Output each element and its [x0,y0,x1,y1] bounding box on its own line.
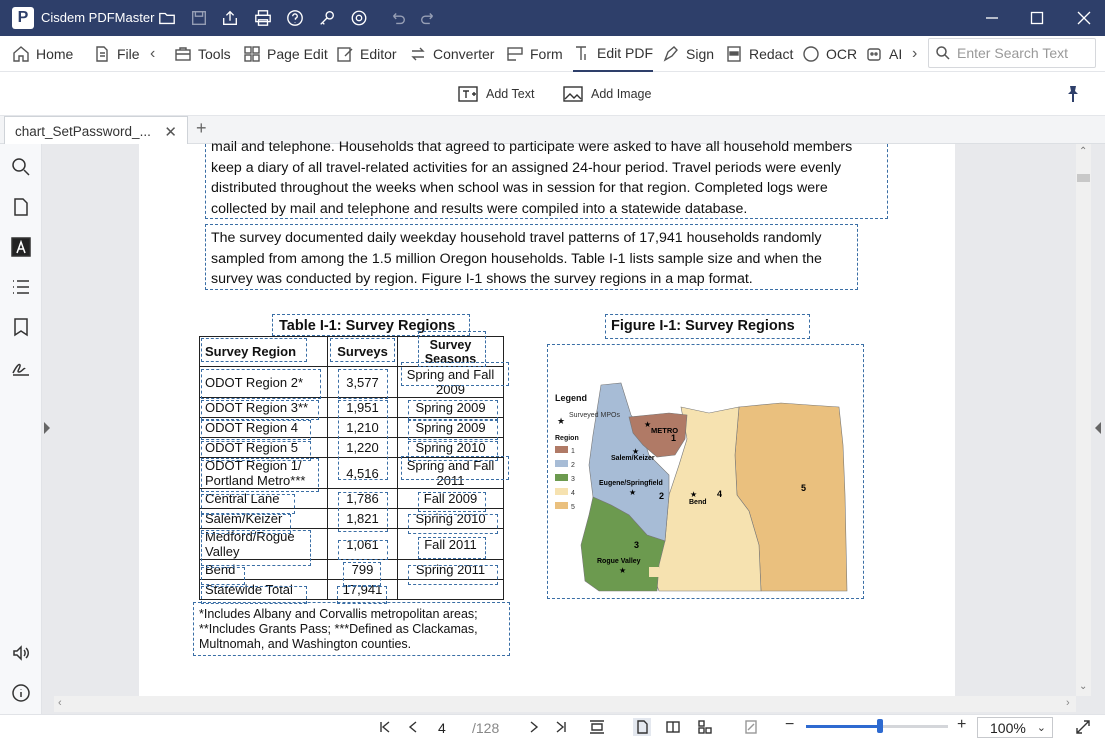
legend-swatch-3 [555,474,568,481]
prev-page-icon[interactable] [404,718,422,736]
toolbox-icon [174,45,192,63]
search-icon [935,45,951,61]
edit-pdf-toolbar [0,72,1105,116]
metro-star-icon: ★ [644,420,652,429]
region-number-1: 1 [671,433,677,443]
legend-swatch-5 [555,502,568,509]
settings-icon[interactable] [349,8,369,28]
scroll-down-arrow-icon[interactable]: ⌄ [1079,681,1088,692]
bookmark-icon[interactable] [10,316,32,338]
table-row: Central Lane 1,786 Fall 2009 [200,489,504,509]
rogue-star-icon: ★ [619,566,627,575]
table-row: ODOT Region 3** 1,951 Spring 2009 [200,398,504,418]
ocr-icon [802,45,820,63]
menu-converter[interactable]: Converter [409,36,494,72]
add-text-icon [458,85,478,103]
add-image-icon [563,85,583,103]
text-block-frame[interactable] [201,458,319,492]
search-panel-icon[interactable] [10,156,32,178]
menu-scroll-left-button[interactable]: ‹ [150,45,156,62]
legend-item-1: 1 [571,448,575,455]
legend-region-label: Region [555,435,579,442]
text-block-frame[interactable] [201,420,311,440]
region-number-5: 5 [801,483,807,493]
eugene-star-icon: ★ [629,488,637,497]
header-cell: Surveys [328,337,398,367]
current-page-field[interactable]: 4 [438,720,446,736]
table-row: Medford/Rogue Valley 1,061 Fall 2011 [200,529,504,560]
collapse-left-panel-icon[interactable] [44,422,50,434]
legend-item-4: 4 [571,490,575,497]
oregon-regions-map [549,345,863,598]
pen-nib-icon [662,45,680,63]
region-number-4: 4 [717,489,723,499]
rogue-label: Rogue Valley [597,558,641,565]
table-row: ODOT Region 1/ Portland Metro*** 4,516 Spring and Fall 2011 [200,458,504,489]
form-icon [506,45,524,63]
text-block-frame[interactable] [418,537,486,559]
search-box[interactable] [928,38,1096,68]
legend-star-icon: ★ [557,416,566,426]
menu-redact[interactable]: Redact [725,36,793,72]
menu-edit-pdf[interactable]: Edit PDF [573,36,653,72]
grid-icon [243,45,261,63]
scroll-up-arrow-icon[interactable]: ⌃ [1079,146,1088,157]
pencil-icon [336,45,354,63]
horizontal-scrollbar[interactable] [54,696,1076,712]
app-logo-icon: P [12,7,34,29]
last-page-icon[interactable] [552,718,570,736]
text-block-frame[interactable] [201,530,311,566]
salem-star-icon: ★ [632,447,640,456]
next-page-icon[interactable] [525,718,543,736]
read-aloud-icon[interactable] [10,642,32,664]
text-block-frame[interactable] [201,494,295,514]
vertical-scroll-thumb[interactable] [1077,174,1090,182]
crop-page-icon[interactable] [742,718,760,736]
convert-icon [409,45,427,63]
pages-icon[interactable] [10,196,32,218]
chevron-down-icon: ⌄ [1036,722,1046,734]
scroll-right-arrow-icon[interactable]: › [1066,697,1070,709]
search-input[interactable] [957,45,1087,61]
open-folder-icon[interactable] [157,8,177,28]
outline-list-icon[interactable] [10,276,32,298]
region-number-3: 3 [634,540,640,550]
menu-file[interactable]: File [93,36,140,72]
text-block-frame[interactable] [338,492,388,532]
text-block-frame[interactable] [201,338,307,362]
first-page-icon[interactable] [376,718,394,736]
header-cell: Survey Seasons [398,337,504,367]
legend-item-5: 5 [571,504,575,511]
text-block-frame[interactable] [418,492,486,512]
metro-label: METRO [651,426,679,435]
minimize-button[interactable] [978,5,1006,31]
text-block-frame[interactable] [338,540,388,560]
text-block-frame[interactable] [401,362,509,386]
scroll-left-arrow-icon[interactable]: ‹ [58,697,62,709]
add-image-button[interactable]: Add Image [563,80,651,108]
paragraph-1: mail and telephone. Households that agreed to participate were asked to have all household members keep a diary of all travel-related activities for an assigned 24-hour period. Travel periods were evenly distributed throughout the weeks when school was in session for that region. Completed logs were collected by mail and telephone and results were compiled into a statewide database. [211,139,853,217]
redact-icon [725,45,743,63]
zoom-out-button[interactable]: − [785,716,795,733]
menu-page-edit[interactable]: Page Edit [243,36,328,72]
legend-title: Legend [555,393,588,403]
zoom-slider-handle[interactable] [877,719,883,733]
title-bar [0,0,1105,36]
text-block-frame[interactable] [338,369,388,399]
table-caption: Table I-1: Survey Regions [279,318,456,334]
fullscreen-icon[interactable] [1074,718,1092,736]
figure-caption: Figure I-1: Survey Regions [611,318,795,334]
signature-icon[interactable] [10,356,32,378]
menu-scroll-right-button[interactable]: › [912,45,918,62]
table-row: Salem/Keizer 1,821 Spring 2010 [200,509,504,529]
bend-star-icon: ★ [690,490,698,499]
collapse-right-panel-icon[interactable] [1095,422,1101,434]
print-icon[interactable] [253,8,273,28]
salem-label: Salem/Keizer [611,455,655,462]
text-block-frame[interactable] [201,400,319,420]
share-icon[interactable] [220,8,240,28]
table-row: Statewide Total 17,941 [200,580,504,600]
menu-form[interactable]: Form [506,36,563,72]
legend-swatch-2 [555,460,568,467]
zoom-slider-fill [806,725,880,728]
fit-width-icon[interactable] [588,718,606,736]
region-number-2: 2 [659,491,665,501]
paragraph-2: The survey documented daily weekday household travel patterns of 17,941 households randomly sampled from among the 1.5 million Oregon households. Table I-1 lists sample size and when the survey was conducted by region. Figure I-1 shows the survey regions in a map format. [211,230,822,287]
text-block-frame[interactable] [401,456,509,480]
file-icon [93,45,111,63]
add-text-button[interactable]: Add Text [458,80,534,108]
close-window-button[interactable] [1070,5,1098,31]
pin-toolbar-icon[interactable] [1063,84,1083,104]
legend-swatch-4 [555,488,568,495]
close-tab-icon[interactable]: ✕ [164,124,177,141]
text-block-frame[interactable] [408,565,498,585]
menu-ai[interactable]: AI [865,36,902,72]
new-tab-button[interactable]: + [196,118,207,138]
text-block-frame[interactable] [408,514,498,534]
text-block-frame[interactable] [408,420,498,440]
maximize-button[interactable] [1023,5,1051,31]
menu-tools[interactable]: Tools [174,36,231,72]
legend-swatch-1 [555,446,568,453]
table-row: ODOT Region 2* 3,577 Spring and Fall 2009 [200,367,504,398]
zoom-select[interactable]: 100% ⌄ [977,717,1053,738]
table-row: Bend 799 Spring 2011 [200,560,504,580]
header-cell: Survey Region [200,337,328,367]
text-block-frame[interactable] [343,562,381,586]
legend-item-3: 3 [571,476,575,483]
total-pages: /128 [472,720,500,736]
table-footnote: *Includes Albany and Corvallis metropolitan areas; **Includes Grants Pass; ***Defined as Clackamas, Multnomah, and Washington counties. [199,607,478,651]
menu-sign[interactable]: Sign [662,36,714,72]
single-page-view-icon[interactable] [633,718,651,736]
help-icon[interactable] [285,8,305,28]
menu-ocr[interactable]: OCR [802,36,857,72]
table-row: ODOT Region 4 1,210 Spring 2009 [200,418,504,438]
text-block-frame[interactable] [408,400,498,420]
menu-editor[interactable]: Editor [336,36,397,72]
text-block-frame[interactable] [201,369,321,399]
key-icon[interactable] [317,8,337,28]
two-page-view-icon[interactable] [664,718,682,736]
legend-star-label: Surveyed MPOs [569,412,620,419]
legend-item-2: 2 [571,462,575,469]
table-row: ODOT Region 5 1,220 Spring 2010 [200,438,504,458]
text-block-frame[interactable] [330,338,395,362]
document-tab[interactable]: chart_SetPassword_... ✕ [4,116,188,145]
text-block-frame[interactable] [338,400,388,480]
info-icon[interactable] [10,682,32,704]
app-title: Cisdem PDFMaster [41,10,155,25]
continuous-view-icon[interactable] [696,718,714,736]
vertical-scrollbar[interactable] [1076,144,1091,696]
bend-label: Bend [689,499,707,506]
eugene-label: Eugene/Springfield [599,480,663,487]
home-icon [12,45,30,63]
text-block-frame[interactable] [201,567,245,585]
save-icon[interactable] [189,8,209,28]
ai-robot-icon [865,45,883,63]
undo-icon[interactable] [388,8,408,28]
left-sidebar [0,144,42,714]
text-format-icon[interactable] [10,236,32,258]
redo-icon[interactable] [418,8,438,28]
menu-home[interactable]: Home [12,36,73,72]
text-cursor-icon [573,44,591,62]
zoom-in-button[interactable]: + [957,716,967,733]
